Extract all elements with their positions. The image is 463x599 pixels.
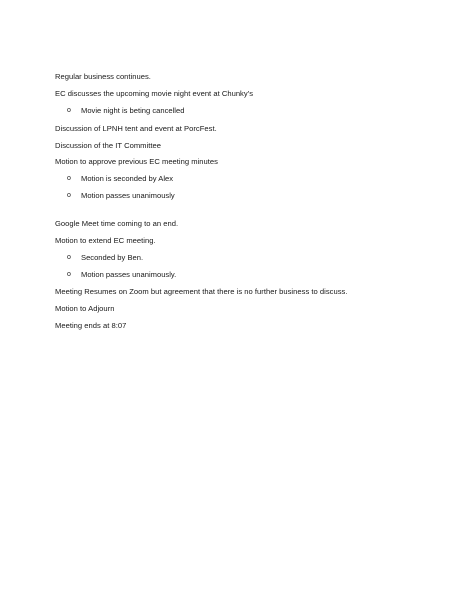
circle-bullet-icon: o: [67, 192, 71, 199]
text-line: Motion to extend EC meeting.: [55, 236, 156, 245]
text-line: Discussion of LPNH tent and event at PorcFest.: [55, 124, 217, 133]
text-line: Regular business continues.: [55, 72, 151, 81]
text-line: EC discusses the upcoming movie night event at Chunky’s: [55, 89, 254, 98]
text-line: Discussion of the IT Committee: [55, 141, 161, 150]
circle-bullet-icon: o: [67, 107, 71, 114]
circle-bullet-icon: o: [67, 254, 71, 261]
text-line: Motion to approve previous EC meeting minutes: [55, 157, 218, 166]
bullet-text: Motion passes unanimously: [81, 191, 175, 200]
bullet-text: Motion passes unanimously.: [81, 270, 177, 279]
bullet-text: Seconded by Ben.: [81, 253, 144, 262]
text-line: Meeting ends at 8:07: [55, 321, 127, 330]
text-line: Meeting Resumes on Zoom but agreement that there is no further business to discuss.: [55, 287, 348, 296]
bullet-text: Movie night is beting cancelled: [81, 106, 185, 115]
circle-bullet-icon: o: [67, 175, 71, 182]
text-line: Google Meet time coming to an end.: [55, 219, 179, 228]
circle-bullet-icon: o: [67, 271, 71, 278]
text-line: Motion to Adjourn: [55, 304, 115, 313]
bullet-text: Motion is seconded by Alex: [81, 174, 174, 183]
